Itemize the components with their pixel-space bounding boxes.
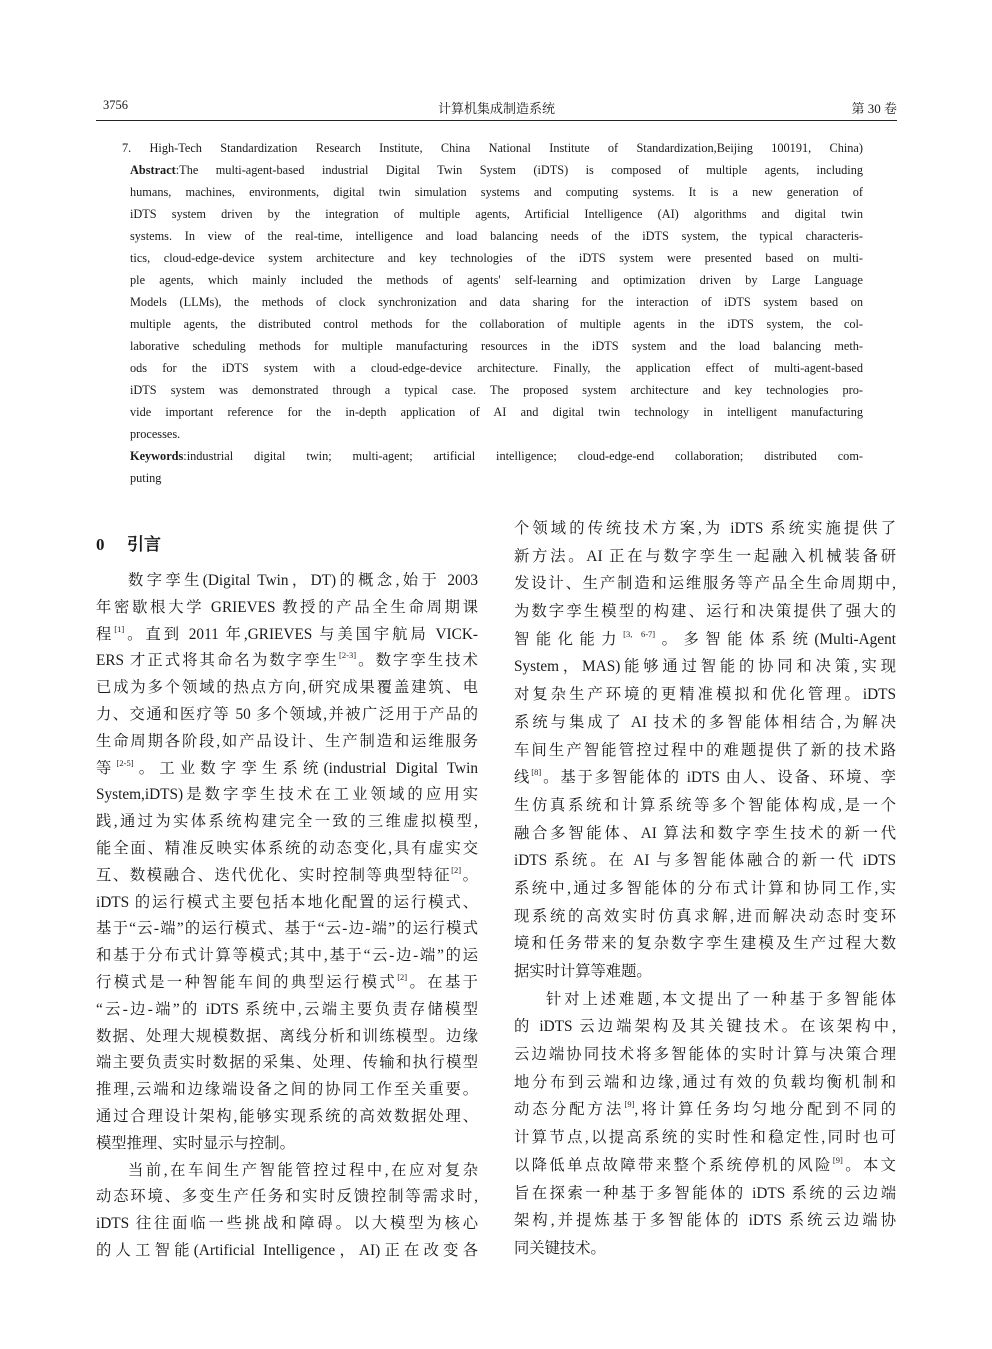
abstract-text: tics, cloud-edge-device system architecture and key technologies of the iDTS system were presented based on multi- [130, 251, 863, 265]
citation[interactable]: [9] [832, 1154, 843, 1165]
text-segment: 程 [96, 625, 115, 643]
text-line: 的人工智能(Artificial Intelligence，AI)正在改变各 [96, 1241, 478, 1259]
text-segment: ,将计算任务均匀地分配到不同的 [634, 1101, 896, 1119]
abstract-line [130, 225, 863, 247]
text-segment: 。工业数字孪生系统(industrial Digital Twin [133, 759, 478, 777]
keywords-label: Keywords [130, 449, 184, 463]
abstract-line [130, 335, 863, 357]
abstract [130, 159, 863, 445]
text-line: 生命周期各阶段,如产品设计、生产制造和运维服务 [96, 732, 478, 750]
text-line: “云-边-端”的 iDTS 系统中,云端主要负责存储模型 [96, 1000, 478, 1018]
abstract-line [130, 291, 863, 313]
text-line [514, 764, 896, 792]
text-segment: 行模式是一种智能车间的典型运行模式 [96, 973, 398, 991]
text-line: 能全面、精准反映实体系统的动态变化,具有虚实交 [96, 839, 478, 857]
citation[interactable]: [2] [397, 971, 408, 982]
text-segment: ERS 才正式将其命名为数字孪生 [96, 652, 340, 670]
text-segment: 。基于多智能体的 iDTS 由人、设备、环境、孪 [541, 769, 896, 787]
text-segment: 。多智能体系统(Multi-Agent [655, 630, 896, 648]
abstract-line [130, 423, 863, 445]
text-line: 基于“云-端”的运行模式、基于“云-边-端”的运行模式 [96, 920, 478, 938]
abstract-text: vide important reference for the in-depth application of AI and digital twin technology in intelligent manufacturing [130, 405, 863, 419]
text-line: 通过合理设计架构,能够实现系统的高效数据处理、 [96, 1107, 478, 1125]
abstract-label: Abstract [130, 163, 176, 177]
abstract-text: ods for the iDTS system with a cloud-edge-device architecture. Finally, the application effect of multi-agent-based [130, 361, 863, 375]
text-line: 架构,并提炼基于多智能体的 iDTS 系统云边端协 [514, 1212, 896, 1230]
text-line: 和基于分布式计算等模式;其中,基于“云-边-端”的运 [96, 947, 478, 965]
text-line: 车间生产智能管控过程中的难题提供了新的技术路 [514, 741, 896, 759]
running-header [96, 98, 897, 120]
text-segment: 。在基于 [407, 973, 478, 991]
text-line: 当前,在车间生产智能管控过程中,在应对复杂 [128, 1161, 478, 1179]
text-line: 旨在探索一种基于多智能体的 iDTS 系统的云边端 [514, 1184, 896, 1202]
text-segment: 以降低单点故障带来整个系统停机的风险 [514, 1156, 833, 1174]
abstract-line [130, 379, 863, 401]
citation[interactable]: [9] [624, 1099, 635, 1110]
text-line: System,iDTS)是数字孪生技术在工业领域的应用实 [96, 786, 478, 804]
text-line: 同关键技术。 [514, 1239, 606, 1257]
keywords [130, 445, 863, 489]
text-line: 力、交通和医疗等 50 多个领域,并被广泛用于产品的 [96, 705, 478, 723]
body-column-left [96, 568, 478, 1265]
text-line [96, 622, 478, 649]
text-segment: 。数字孪生技术 [356, 652, 478, 670]
text-line: 数字孪生(Digital Twin，DT)的概念,始于 2003 [128, 572, 478, 589]
text-line: 模型推理、实时显示与控制。 [96, 1134, 295, 1152]
text-line [96, 970, 478, 997]
body-column-right [514, 515, 896, 1263]
text-line: iDTS 系统。在 AI 与多智能体融合的新一代 iDTS [514, 852, 896, 870]
section-heading [96, 530, 161, 555]
text-line: 系统与集成了 AI 技术的多智能体相结合,为解决 [514, 713, 896, 731]
abstract-line [130, 401, 863, 423]
text-line: 新方法。AI 正在与数字孪生一起融入机械装备研 [514, 547, 896, 565]
text-line: 端主要负责实时数据的采集、处理、传输和执行模型 [96, 1054, 478, 1072]
abstract-text: iDTS system driven by the integration of multiple agents, Artificial Intelligence (AI) algorithms and digital twin [130, 207, 863, 221]
abstract-text: multiple agents, the distributed control methods for the collaboration of multiple agents in the iDTS system, the col- [130, 317, 863, 331]
text-line: 的 iDTS 云边端架构及其关键技术。在该架构中, [514, 1018, 896, 1036]
text-line: 为数字孪生模型的构建、运行和决策提供了强大的 [514, 603, 896, 621]
text-line: 据实时计算等难题。 [514, 963, 652, 980]
text-line [96, 756, 478, 783]
section-title: 引言 [127, 535, 161, 554]
citation[interactable]: [3, 6-7] [623, 628, 656, 639]
citation[interactable]: [1] [114, 623, 125, 634]
volume-label: 第 30 卷 [851, 101, 897, 116]
text-segment: 等 [96, 759, 117, 777]
abstract-text: ple agents, which mainly included the methods of agents' self-learning and optimization driven by Large Language [130, 273, 863, 287]
text-line: 个领域的传统技术方案,为 iDTS 系统实施提供了 [514, 520, 896, 537]
keywords-line [130, 467, 863, 489]
affiliation: 7. High-Tech Standardization Research Institute, China National Institute of Standardization,Beijing 100191, China) [122, 141, 863, 155]
text-line: 现系统的高效实时仿真求解,进而解决动态时变环 [514, 907, 896, 925]
text-line: 生仿真系统和计算系统等多个智能体构成,是一个 [514, 796, 896, 814]
text-line: iDTS 往往面临一些挑战和障碍。以大模型为核心 [96, 1215, 478, 1233]
text-line: 推理,云端和边缘端设备之间的协同工作至关重要。 [96, 1081, 478, 1099]
text-line: 融合多智能体、AI 算法和数字孪生技术的新一代 [514, 824, 896, 842]
abstract-line [130, 357, 863, 379]
text-line: 发设计、生产制造和运维服务等产品全生命周期中, [514, 575, 896, 593]
abstract-line [130, 247, 863, 269]
page-number: 3756 [103, 98, 128, 112]
text-line: 计算节点,以提高系统的实时性和稳定性,同时也可 [514, 1129, 896, 1147]
text-line: 践,通过为实体系统构建完全一致的三维虚拟模型, [96, 813, 478, 831]
citation[interactable]: [8] [531, 767, 542, 778]
citation[interactable]: [2-3] [339, 650, 357, 661]
text-line: 数据、处理大规模数据、离线分析和训练模型。边缘 [96, 1027, 478, 1045]
keywords-line [130, 445, 863, 467]
text-segment: 。 [461, 866, 478, 884]
abstract-line [130, 203, 863, 225]
text-line: 对复杂生产环境的更精准模拟和优化管理。iDTS [514, 686, 896, 704]
abstract-text: processes. [130, 427, 181, 441]
text-segment: 线 [514, 769, 532, 787]
text-line: 动态环境、多变生产任务和实时反馈控制等需求时, [96, 1188, 478, 1206]
citation[interactable]: [2-5] [116, 757, 134, 768]
text-segment: 智能化能力 [514, 630, 624, 648]
text-line: System，MAS)能够通过智能的协同和决策,实现 [514, 658, 896, 676]
abstract-text: laborative scheduling methods for multiple manufacturing resources in the iDTS system and the load balancing meth- [130, 339, 863, 353]
abstract-text: iDTS system was demonstrated through a typical case. The proposed system architecture and key technologies pro- [130, 383, 863, 397]
abstract-line [130, 181, 863, 203]
text-line: 系统中,通过多智能体的分布式计算和协同工作,实 [514, 879, 896, 897]
journal-title: 计算机集成制造系统 [437, 101, 555, 116]
text-line: 年密歇根大学 GRIEVES 教授的产品全生命周期课 [96, 598, 478, 616]
text-line: 已成为多个领域的热点方向,研究成果覆盖建筑、电 [96, 679, 478, 697]
abstract-text: humans, machines, environments, digital twin simulation systems and computing systems. It is a new generation of [130, 185, 863, 199]
abstract-line [130, 159, 863, 181]
text-line: 云边端协同技术将多智能体的实时计算与决策合理 [514, 1046, 896, 1064]
text-line: iDTS 的运行模式主要包括本地化配置的运行模式、 [96, 893, 478, 911]
text-segment: 动态分配方法 [514, 1101, 625, 1119]
text-segment: 。本文 [842, 1156, 896, 1174]
text-line [514, 626, 896, 654]
keywords-text: puting [130, 471, 162, 485]
text-line [96, 648, 478, 675]
text-line: 地分布到云端和边缘,通过有效的负载均衡机制和 [514, 1073, 896, 1091]
header-rule [96, 120, 897, 121]
section-number: 0 [96, 535, 105, 554]
text-line [96, 863, 478, 890]
abstract-text: Models (LLMs), the methods of clock synchronization and data sharing for the interaction of iDTS system based on [130, 295, 863, 309]
abstract-line [130, 313, 863, 335]
text-line: 境和任务带来的复杂数字孪生建模及生产过程大数 [514, 935, 896, 953]
abstract-text: :The multi-agent-based industrial Digital Twin System (iDTS) is composed of multiple agents, including [175, 163, 863, 177]
text-line [514, 1152, 896, 1180]
citation[interactable]: [2] [451, 864, 462, 875]
text-segment: 互、数模融合、迭代优化、实时控制等典型特征 [96, 866, 452, 884]
text-segment: 。直到 2011 年,GRIEVES 与美国宇航局 VICK- [124, 625, 478, 643]
text-line: 针对上述难题,本文提出了一种基于多智能体 [546, 990, 896, 1008]
text-line [514, 1096, 896, 1124]
abstract-line [130, 269, 863, 291]
keywords-text: :industrial digital twin; multi-agent; artificial intelligence; cloud-edge-end collaboration; distributed com- [183, 449, 863, 463]
abstract-text: systems. In view of the real-time, intelligence and load balancing needs of the iDTS system, the typical characteris- [130, 229, 863, 243]
